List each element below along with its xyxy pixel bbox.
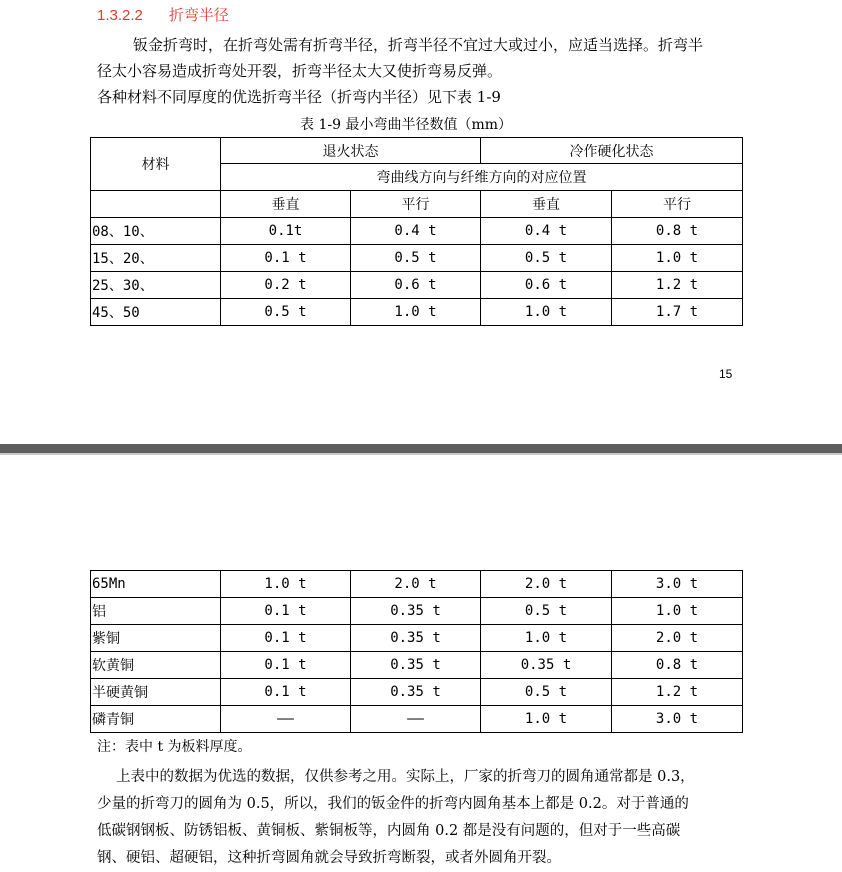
bend-radius-table-part2 (90, 570, 743, 733)
header-empty (91, 191, 221, 218)
closing-line-1: 上表中的数据为优选的数据，仅供参考之用。实际上，厂家的折弯刀的圆角通常都是 0.3， (116, 769, 695, 785)
table-row (91, 706, 743, 733)
cell-value: 0.1 t (221, 598, 351, 625)
table-row (91, 679, 743, 706)
intro-line-3: 各种材料不同厚度的优选折弯半径（折弯内半径）见下表 1-9 (97, 88, 501, 106)
header-annealed: 退火状态 (221, 138, 481, 164)
header-cold-worked: 冷作硬化状态 (481, 138, 743, 164)
cell-material: 半硬黄铜 (91, 679, 221, 706)
bend-radius-table-part1 (90, 137, 743, 326)
cell-value: 2.0 t (612, 625, 743, 652)
cell-material: 铝 (91, 598, 221, 625)
cell-material: 08、10、 (91, 218, 221, 245)
table-row (91, 245, 743, 272)
cell-value: 0.35 t (351, 598, 481, 625)
cell-value: 0.6 t (351, 272, 481, 299)
cell-value: 0.2 t (221, 272, 351, 299)
cell-value: 0.1t (221, 218, 351, 245)
cell-value: 0.6 t (481, 272, 612, 299)
cell-value: 2.0 t (481, 571, 612, 598)
page-break-divider (0, 444, 842, 453)
cell-material: 紫铜 (91, 625, 221, 652)
cell-value: 0.1 t (221, 245, 351, 272)
page-number: 15 (719, 367, 733, 381)
cell-value: 1.0 t (612, 598, 743, 625)
cell-value: 2.0 t (351, 571, 481, 598)
cell-value: 0.4 t (351, 218, 481, 245)
header-perpendicular-1: 垂直 (221, 191, 351, 218)
page-break-shadow (0, 453, 842, 455)
table-row (91, 272, 743, 299)
cell-value: 1.2 t (612, 679, 743, 706)
cell-value: 1.0 t (612, 245, 743, 272)
table-caption: 表 1-9 最小弯曲半径数值（mm） (300, 117, 512, 133)
cell-material: 磷青铜 (91, 706, 221, 733)
cell-value: 0.8 t (612, 218, 743, 245)
section-heading (97, 4, 229, 25)
intro-line-1: 钣金折弯时，在折弯处需有折弯半径，折弯半径不宜过大或过小，应适当选择。折弯半 (133, 36, 704, 54)
table-row (91, 571, 743, 598)
cell-material: 45、50 (91, 299, 221, 326)
header-perpendicular-2: 垂直 (481, 191, 612, 218)
cell-value: 1.0 t (481, 299, 612, 326)
table-row (91, 625, 743, 652)
cell-value: —— (351, 706, 481, 733)
cell-material: 65Mn (91, 571, 221, 598)
cell-value: 3.0 t (612, 706, 743, 733)
cell-value: 1.0 t (351, 299, 481, 326)
cell-value: 0.8 t (612, 652, 743, 679)
closing-line-4: 钢、硬铝、超硬铝，这种折弯圆角就会导致折弯断裂，或者外圆角开裂。 (97, 850, 561, 866)
table-row (91, 218, 743, 245)
cell-value: 0.5 t (481, 245, 612, 272)
cell-value: 1.0 t (481, 706, 612, 733)
cell-value: 1.0 t (481, 625, 612, 652)
cell-value: 0.35 t (481, 652, 612, 679)
cell-material: 25、30、 (91, 272, 221, 299)
cell-value: 1.2 t (612, 272, 743, 299)
table-row (91, 299, 743, 326)
cell-value: 0.1 t (221, 625, 351, 652)
header-parallel-1: 平行 (351, 191, 481, 218)
closing-line-2: 少量的折弯刀的圆角为 0.5，所以，我们的钣金件的折弯内圆角基本上都是 0.2。对于普通的 (97, 796, 689, 812)
header-material: 材料 (91, 138, 221, 191)
cell-value: 0.5 t (351, 245, 481, 272)
cell-value: 0.5 t (481, 598, 612, 625)
cell-value: 0.1 t (221, 679, 351, 706)
cell-material: 15、20、 (91, 245, 221, 272)
table-row (91, 652, 743, 679)
cell-value: 0.4 t (481, 218, 612, 245)
cell-material: 软黄铜 (91, 652, 221, 679)
closing-line-3: 低碳钢钢板、防锈铝板、黄铜板、紫铜板等，内圆角 0.2 都是没有问题的，但对于一些高碳 (97, 823, 681, 839)
intro-line-2: 径太小容易造成折弯处开裂，折弯半径太大又使折弯易反弹。 (97, 62, 503, 80)
cell-value: 0.35 t (351, 625, 481, 652)
header-orientation: 弯曲线方向与纤维方向的对应位置 (221, 164, 743, 191)
cell-value: 0.5 t (481, 679, 612, 706)
cell-value: 0.35 t (351, 652, 481, 679)
cell-value: 1.0 t (221, 571, 351, 598)
table-row (91, 598, 743, 625)
header-parallel-2: 平行 (612, 191, 743, 218)
cell-value: 0.1 t (221, 652, 351, 679)
cell-value: —— (221, 706, 351, 733)
table-note: 注：表中 t 为板料厚度。 (97, 739, 252, 755)
section-title: 折弯半径 (168, 7, 229, 24)
section-number: 1.3.2.2 (97, 7, 143, 24)
cell-value: 1.7 t (612, 299, 743, 326)
cell-value: 0.35 t (351, 679, 481, 706)
cell-value: 0.5 t (221, 299, 351, 326)
cell-value: 3.0 t (612, 571, 743, 598)
